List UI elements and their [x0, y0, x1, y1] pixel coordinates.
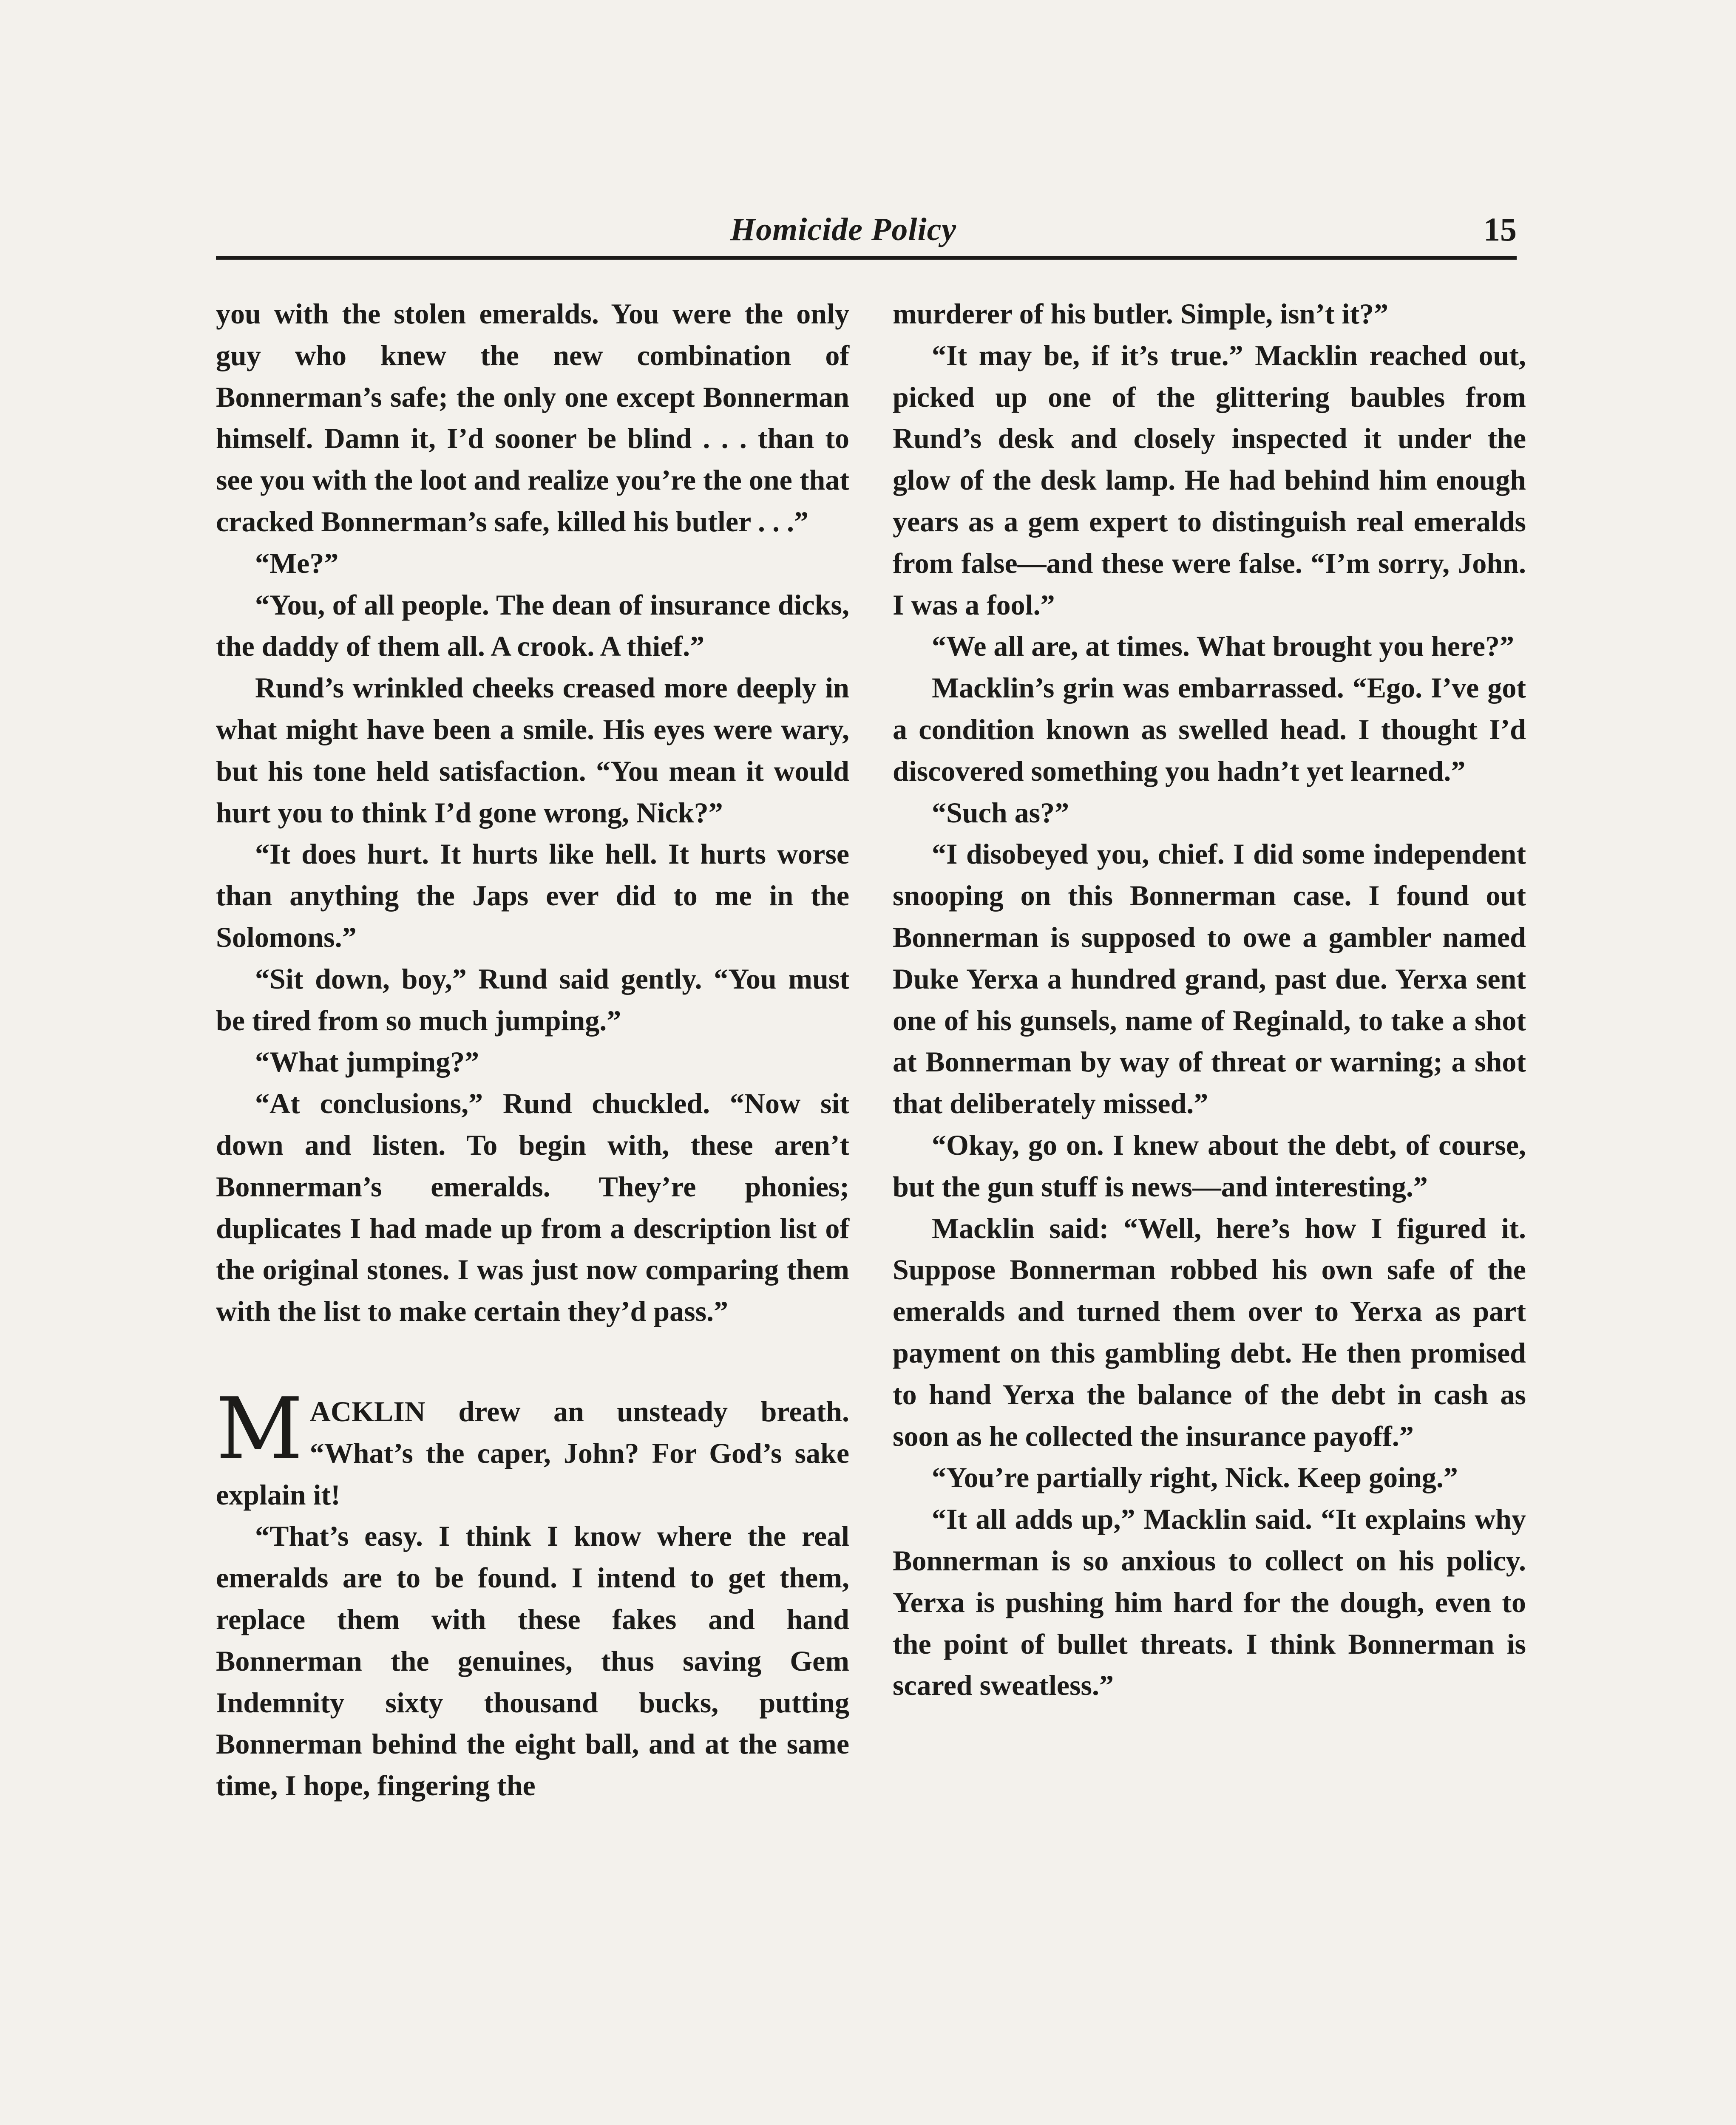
drop-cap: M: [216, 1379, 303, 1479]
paragraph: Rund’s wrinkled cheeks creased more deeply in what might have been a smile. His eyes were wary, but his tone held satisfaction. “You mean it would hurt you to think I’d gone wrong, Nick?”: [216, 672, 849, 829]
dropcap-paragraph-text: ACKLIN drew an unsteady breath. “What’s the caper, John? For God’s sake explain it!: [216, 1395, 849, 1511]
section-break: [216, 1332, 849, 1391]
paragraph: “What jumping?”: [255, 1046, 479, 1078]
paragraph: “Me?”: [255, 547, 339, 579]
paragraph: “I disobeyed you, chief. I did some independent snooping on this Bonnerman case. I found out Bonnerman is supposed to owe a gambler named Duke Yerxa a hundred grand, past due. Yerxa sent one of his gunsels, name of Reginald, to take a shot at Bonnerman by way of threat or warning; a shot that deliberately missed.”: [893, 838, 1526, 1120]
paragraph: “It may be, if it’s true.” Macklin reached out, picked up one of the glittering baubles from Rund’s desk and closely inspected it under the glow of the desk lamp. He had behind him enough years as a gem expert to distinguish real emeralds from false—and these were false. “I’m sorry, John. I was a fool.”: [893, 339, 1526, 621]
paragraph: Macklin’s grin was embarrassed. “Ego. I’ve got a condition known as swelled head. I thought I’d discovered something you hadn’t yet learned.”: [893, 672, 1526, 787]
running-title: Homicide Policy: [730, 212, 957, 247]
paragraph: “That’s easy. I think I know where the real emeralds are to be found. I intend to get them, replace them with these fakes and hand Bonnerman the genuines, thus saving Gem Indemnity sixty thousand bucks, putting Bonnerman behind the eight ball, and at the same time, I hope, fingering the: [216, 1520, 849, 1802]
paragraph: murderer of his butler. Simple, isn’t it?”: [893, 298, 1389, 330]
paragraph: “We all are, at times. What brought you here?”: [932, 630, 1515, 663]
header-rule: [216, 256, 1517, 260]
dropcap-paragraph: [216, 1379, 849, 1516]
right-column: [893, 293, 1526, 1706]
paragraph: “It all adds up,” Macklin said. “It explains why Bonnerman is so anxious to collect on his policy. Yerxa is pushing him hard for the dough, even to the point of bullet threats. I think Bonnerman is scared sweatless.”: [893, 1503, 1526, 1702]
paragraph: “Okay, go on. I knew about the debt, of course, but the gun stuff is news—and interesting.”: [893, 1128, 1526, 1203]
paragraph: “It does hurt. It hurts like hell. It hurts worse than anything the Japs ever did to me in the Solomons.”: [216, 838, 849, 953]
paragraph: “At conclusions,” Rund chuckled. “Now sit down and listen. To begin with, these aren’t Bonnerman’s emeralds. They’re phonies; duplicates I had made up from a description list of the original stones. I was just now comparing them with the list to make certain they’d pass.”: [216, 1087, 849, 1328]
page-header: [216, 208, 1517, 255]
page-number: 15: [1484, 211, 1517, 248]
paragraph: “Sit down, boy,” Rund said gently. “You must be tired from so much jumping.”: [216, 962, 849, 1037]
paragraph: you with the stolen emeralds. You were the only guy who knew the new combination of Bonnerman’s safe; the only one except Bonnerman himself. Damn it, I’d sooner be blind . . . than to see you with the loot and realize you’re the one that cracked Bonnerman’s safe, killed his butler . . .”: [216, 298, 849, 538]
paragraph: “You’re partially right, Nick. Keep going.”: [932, 1461, 1458, 1494]
paragraph: “Such as?”: [932, 796, 1069, 829]
paragraph: “You, of all people. The dean of insurance dicks, the daddy of them all. A crook. A thief.”: [216, 588, 849, 663]
left-column: [216, 293, 849, 1807]
paragraph: Macklin said: “Well, here’s how I figured it. Suppose Bonnerman robbed his own safe of the emeralds and turned them over to Yerxa as part payment on this gambling debt. He then promised to hand Yerxa the balance of the debt in cash as soon as he collected the insurance payoff.”: [893, 1212, 1526, 1452]
